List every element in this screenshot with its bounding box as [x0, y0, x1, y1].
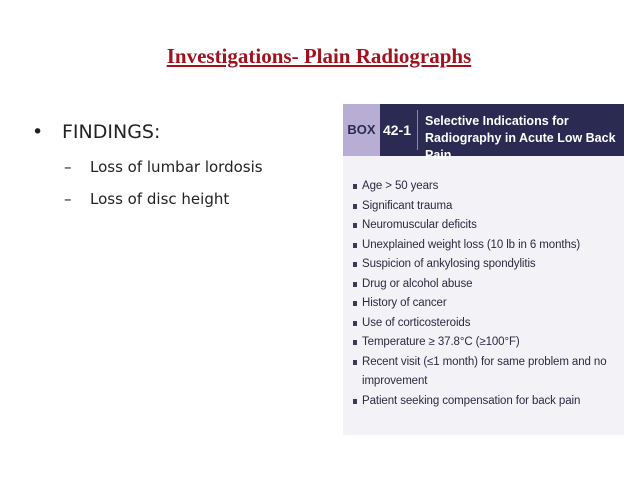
box-label: BOX [343, 104, 380, 156]
list-item [353, 392, 619, 412]
square-bullet-icon [353, 360, 357, 365]
box-header [343, 104, 624, 162]
square-bullet-icon [353, 282, 357, 287]
finding-text: Loss of lumbar lordosis [90, 158, 263, 176]
slide-title: Investigations- Plain Radiographs [166, 44, 472, 68]
list-item-text: Suspicion of ankylosing spondylitis [362, 258, 536, 270]
box-divider [417, 110, 418, 150]
square-bullet-icon [353, 301, 357, 306]
list-item-text: Temperature ≥ 37.8°C (≥100°F) [362, 336, 520, 348]
findings-heading [32, 121, 160, 143]
list-item [353, 294, 619, 314]
list-item [353, 216, 619, 236]
list-item-text: Recent visit (≤1 month) for same problem and no improvement [362, 355, 607, 387]
list-item-text: Unexplained weight loss (10 lb in 6 months) [362, 238, 581, 251]
list-item [353, 353, 619, 392]
box-title-line: Radiography in Acute Low Back Pain [425, 131, 616, 162]
indications-box [343, 104, 624, 435]
square-bullet-icon [353, 399, 357, 404]
list-item-text: Significant trauma [362, 199, 453, 212]
bullet-marker: • [32, 121, 44, 143]
square-bullet-icon [353, 223, 357, 228]
list-item-text: History of cancer [362, 297, 447, 309]
list-item-text: Patient seeking compensation for back pain [362, 394, 581, 407]
box-title [425, 113, 620, 164]
list-item [353, 236, 619, 256]
square-bullet-icon [353, 321, 357, 326]
finding-text: Loss of disc height [90, 190, 230, 208]
square-bullet-icon [353, 262, 357, 267]
list-item [353, 314, 619, 334]
finding-item [64, 189, 263, 221]
list-item [353, 275, 619, 295]
list-item [353, 333, 619, 353]
box-title-line: Selective Indications for [425, 114, 569, 128]
square-bullet-icon [353, 243, 357, 248]
findings-list [64, 157, 263, 221]
list-item-text: Neuromuscular deficits [362, 219, 477, 231]
findings-label: FINDINGS: [62, 121, 161, 143]
list-item [353, 177, 619, 197]
square-bullet-icon [353, 184, 357, 189]
indications-list [353, 177, 619, 411]
list-item-text: Drug or alcohol abuse [362, 277, 473, 290]
box-number: 42-1 [382, 122, 412, 138]
dash-marker: – [64, 190, 72, 208]
square-bullet-icon [353, 204, 357, 209]
square-bullet-icon [353, 340, 357, 345]
list-item [353, 255, 619, 275]
list-item-text: Age > 50 years [362, 180, 439, 192]
finding-item [64, 157, 263, 189]
dash-marker: – [64, 158, 72, 176]
list-item [353, 197, 619, 217]
list-item-text: Use of corticosteroids [362, 316, 471, 329]
